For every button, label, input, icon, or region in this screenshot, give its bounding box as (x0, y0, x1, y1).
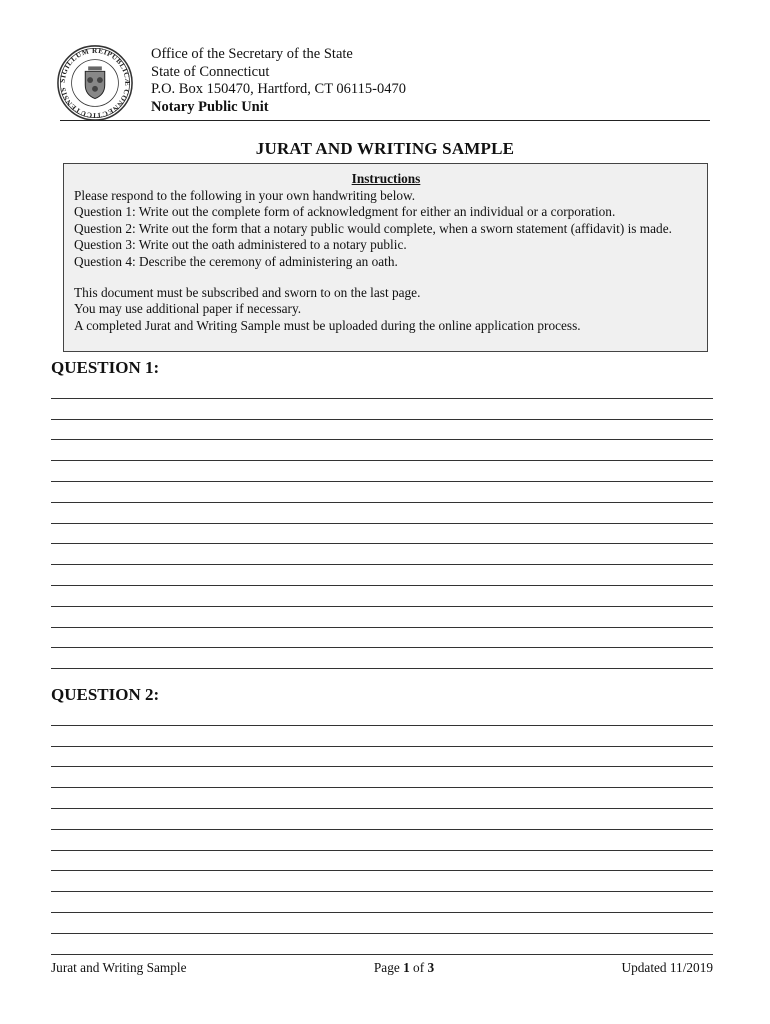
writing-line[interactable] (51, 913, 713, 934)
writing-line[interactable] (51, 399, 713, 420)
question-2-answer-area[interactable] (51, 705, 713, 955)
state-name: State of Connecticut (151, 63, 270, 80)
instruction-line: Question 1: Write out the complete form of acknowledgment for either an individual or a corporation. (74, 204, 616, 220)
instruction-line: Please respond to the following in your own handwriting below. (74, 187, 416, 203)
page-footer (51, 960, 713, 976)
unit-name: Notary Public Unit (151, 98, 269, 115)
document-title: JURAT AND WRITING SAMPLE (255, 139, 515, 158)
writing-line[interactable] (51, 726, 713, 747)
writing-line[interactable] (51, 607, 713, 628)
footer-updated-date: Updated 11/2019 (621, 960, 713, 975)
writing-line[interactable] (51, 440, 713, 461)
question-1-answer-area[interactable] (51, 378, 713, 669)
question-1-heading: QUESTION 1: (51, 358, 160, 377)
instruction-line: Question 2: Write out the form that a notary public would complete, when a sworn statement (affidavit) is made. (74, 220, 672, 236)
instruction-note: This document must be subscribed and sworn to on the last page. (74, 284, 421, 300)
instruction-note: You may use additional paper if necessary. (74, 301, 302, 317)
writing-line[interactable] (51, 544, 713, 565)
writing-line[interactable] (51, 788, 713, 809)
writing-line[interactable] (51, 851, 713, 872)
instructions-box (63, 163, 708, 352)
writing-line[interactable] (51, 767, 713, 788)
footer-page-number (374, 960, 434, 976)
current-page: 1 (403, 960, 410, 975)
total-pages: 3 (427, 960, 435, 975)
instructions-heading: Instructions (351, 171, 421, 186)
writing-line[interactable] (51, 461, 713, 482)
writing-line[interactable] (51, 705, 713, 726)
writing-line[interactable] (51, 628, 713, 649)
instruction-line: Question 4: Describe the ceremony of administering an oath. (74, 253, 398, 269)
mailing-address: P.O. Box 150470, Hartford, CT 06115-0470 (151, 81, 406, 97)
footer-document-name: Jurat and Writing Sample (51, 960, 187, 975)
svg-text:SIGILLUM REIPUBLICÆ CONNECTICU: SIGILLUM REIPUBLICÆ CONNECTICUTENSIS (57, 45, 133, 121)
writing-line[interactable] (51, 378, 713, 399)
instruction-line: Question 3: Write out the oath administered to a notary public. (74, 237, 407, 253)
writing-line[interactable] (51, 809, 713, 830)
writing-line[interactable] (51, 892, 713, 913)
page-of: of (409, 960, 428, 975)
state-seal-logo (56, 44, 134, 122)
instructions-spacer (74, 271, 698, 285)
writing-line[interactable] (51, 830, 713, 851)
writing-line[interactable] (51, 648, 713, 669)
writing-line[interactable] (51, 524, 713, 545)
writing-line[interactable] (51, 482, 713, 503)
writing-line[interactable] (51, 420, 713, 441)
instruction-note: A completed Jurat and Writing Sample must be uploaded during the online application process. (74, 317, 581, 333)
writing-line[interactable] (51, 565, 713, 586)
office-name: Office of the Secretary of the State (151, 46, 353, 62)
question-2-heading: QUESTION 2: (51, 685, 160, 704)
writing-line[interactable] (51, 747, 713, 768)
header-divider (60, 120, 710, 121)
writing-line[interactable] (51, 503, 713, 524)
header-address-block (151, 46, 406, 116)
writing-line[interactable] (51, 934, 713, 955)
writing-line[interactable] (51, 586, 713, 607)
page-prefix: Page (373, 960, 404, 975)
writing-line[interactable] (51, 871, 713, 892)
